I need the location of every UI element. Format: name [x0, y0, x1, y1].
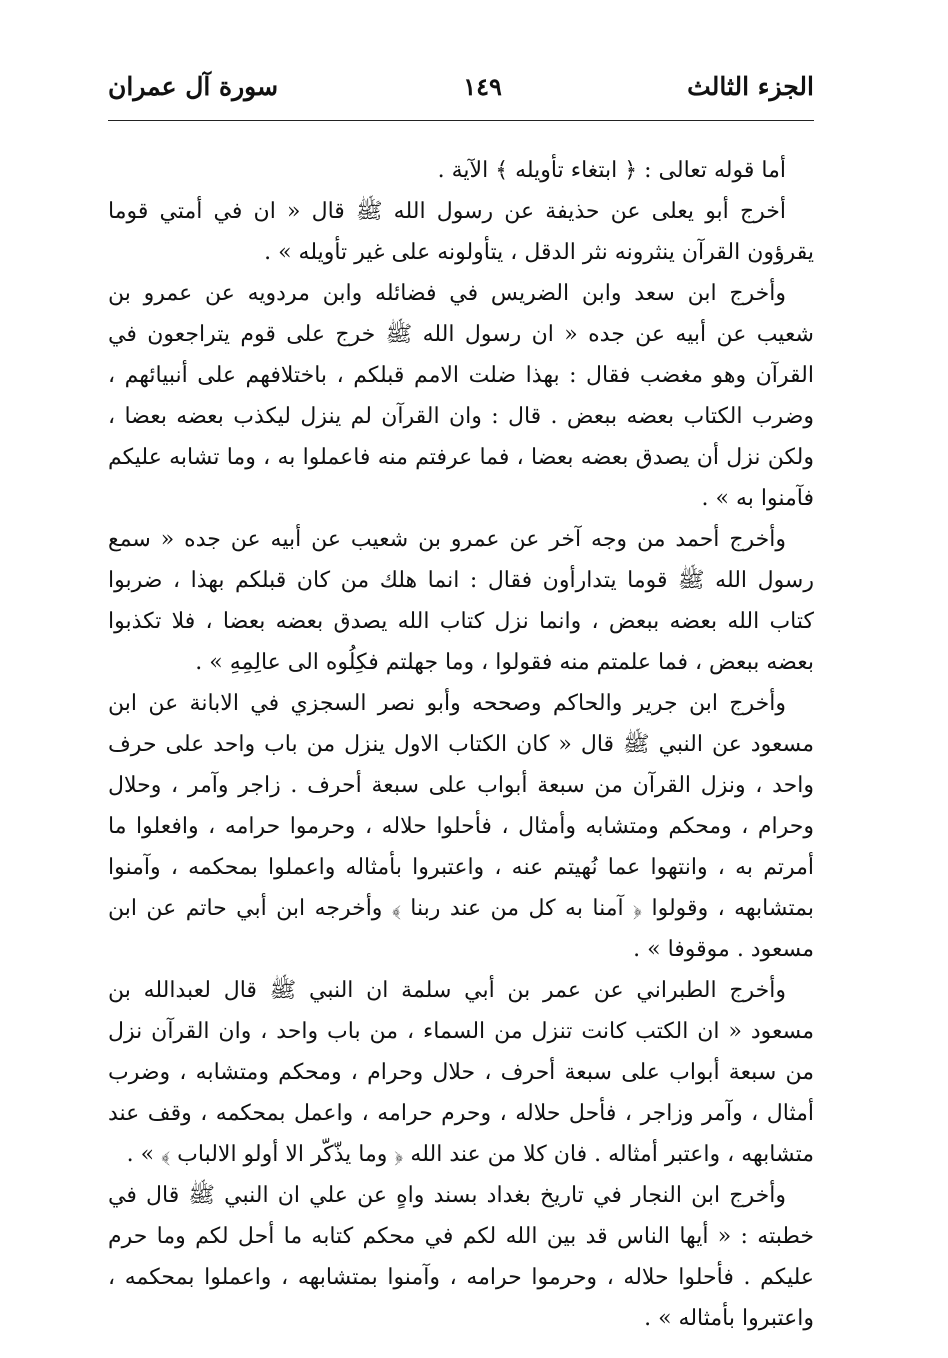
part-title: الجزء الثالث — [687, 71, 814, 101]
header-divider — [108, 120, 814, 121]
paragraph: وأخرج أحمد من وجه آخر عن عمرو بن شعيب عن أبيه عن جده « سمع رسول الله ﷺ قوما يتدارأون فقال : انما هلك من كان قبلكم بهذا ، ضربوا كتاب الله بعضه ببعض ، وانما نزل كتاب الله يصدق بعضه بعضا ، فلا تكذبوا بعضه ببعض ، فما علمتم منه فقولوا ، وما جهلتم فكِلُوه الى عالِمِهِ » . — [108, 527, 814, 675]
page-number: ١٤٩ — [463, 71, 502, 101]
paragraph: أخرج أبو يعلى عن حذيفة عن رسول الله ﷺ قال « ان في أمتي قوما يقرؤون القرآن ينثرونه نثر الدقل ، يتأولونه على غير تأويله » . — [108, 199, 814, 265]
running-header — [108, 62, 814, 110]
body-text — [108, 150, 814, 1339]
paragraph: وأخرج الطبراني عن عمر بن أبي سلمة ان النبي ﷺ قال لعبدالله بن مسعود « ان الكتب كانت تنزل من السماء ، من باب واحد ، وان القرآن نزل من سبعة أبواب على سبعة أحرف ، حلال وحرام ، ومحكم ومتشابه ، وضرب أمثال ، وآمر وزاجر ، فأحل حلاله ، وحرم حرامه ، واعمل بمحكمه ، وقف عند متشابهه ، واعتبر أمثاله . فان كلا من عند الله ﴿ وما يذّكّر الا أولو الالباب ﴾ » . — [108, 978, 815, 1167]
paragraph: أما قوله تعالى : ﴿ ابتغاء تأويله ﴾ الآية . — [437, 158, 786, 183]
paragraph: وأخرج ابن النجار في تاريخ بغداد بسند واهٍ عن علي ان النبي ﷺ قال في خطبته : « أيها الناس قد بين الله لكم في محكم كتابه ما أحل لكم وما حرم عليكم . فأحلوا حلاله ، وحرموا حرامه ، وآمنوا بمتشابهه ، واعملوا بمحكمه ، واعتبروا بأمثاله » . — [108, 1183, 814, 1331]
paragraph: وأخرج ابن جرير والحاكم وصححه وأبو نصر السجزي في الابانة عن ابن مسعود عن النبي ﷺ قال « كان الكتاب الاول ينزل من باب واحد على حرف واحد ، ونزل القرآن من سبعة أبواب على سبعة أحرف . زاجر وآمر ، وحلال وحرام ، ومحكم ومتشابه وأمثال ، فأحلوا حلاله ، وحرموا حرامه ، وافعلوا ما أمرتم به ، وانتهوا عما نُهيتم عنه ، واعتبروا بأمثاله واعملوا بمحكمه ، وآمنوا بمتشابهه ، وقولوا ﴿ آمنا به كل من عند ربنا ﴾ وأخرجه ابن أبي حاتم عن ابن مسعود . موقوفا » . — [108, 691, 814, 962]
surah-title: سورة آل عمران — [108, 71, 279, 101]
paragraph: وأخرج ابن سعد وابن الضريس في فضائله وابن مردويه عن عمرو بن شعيب عن أبيه عن جده « ان رسول الله ﷺ خرج على قوم يتراجعون في القرآن وهو مغضب فقال : بهذا ضلت الامم قبلكم ، باختلافهم على أنبيائهم ، وضرب الكتاب بعضه ببعض . قال : وان القرآن لم ينزل ليكذب بعضه بعضا ، ولكن نزل أن يصدق بعضه بعضا ، فما عرفتم منه فاعملوا به ، وما تشابه عليكم فآمنوا به » . — [108, 281, 814, 511]
